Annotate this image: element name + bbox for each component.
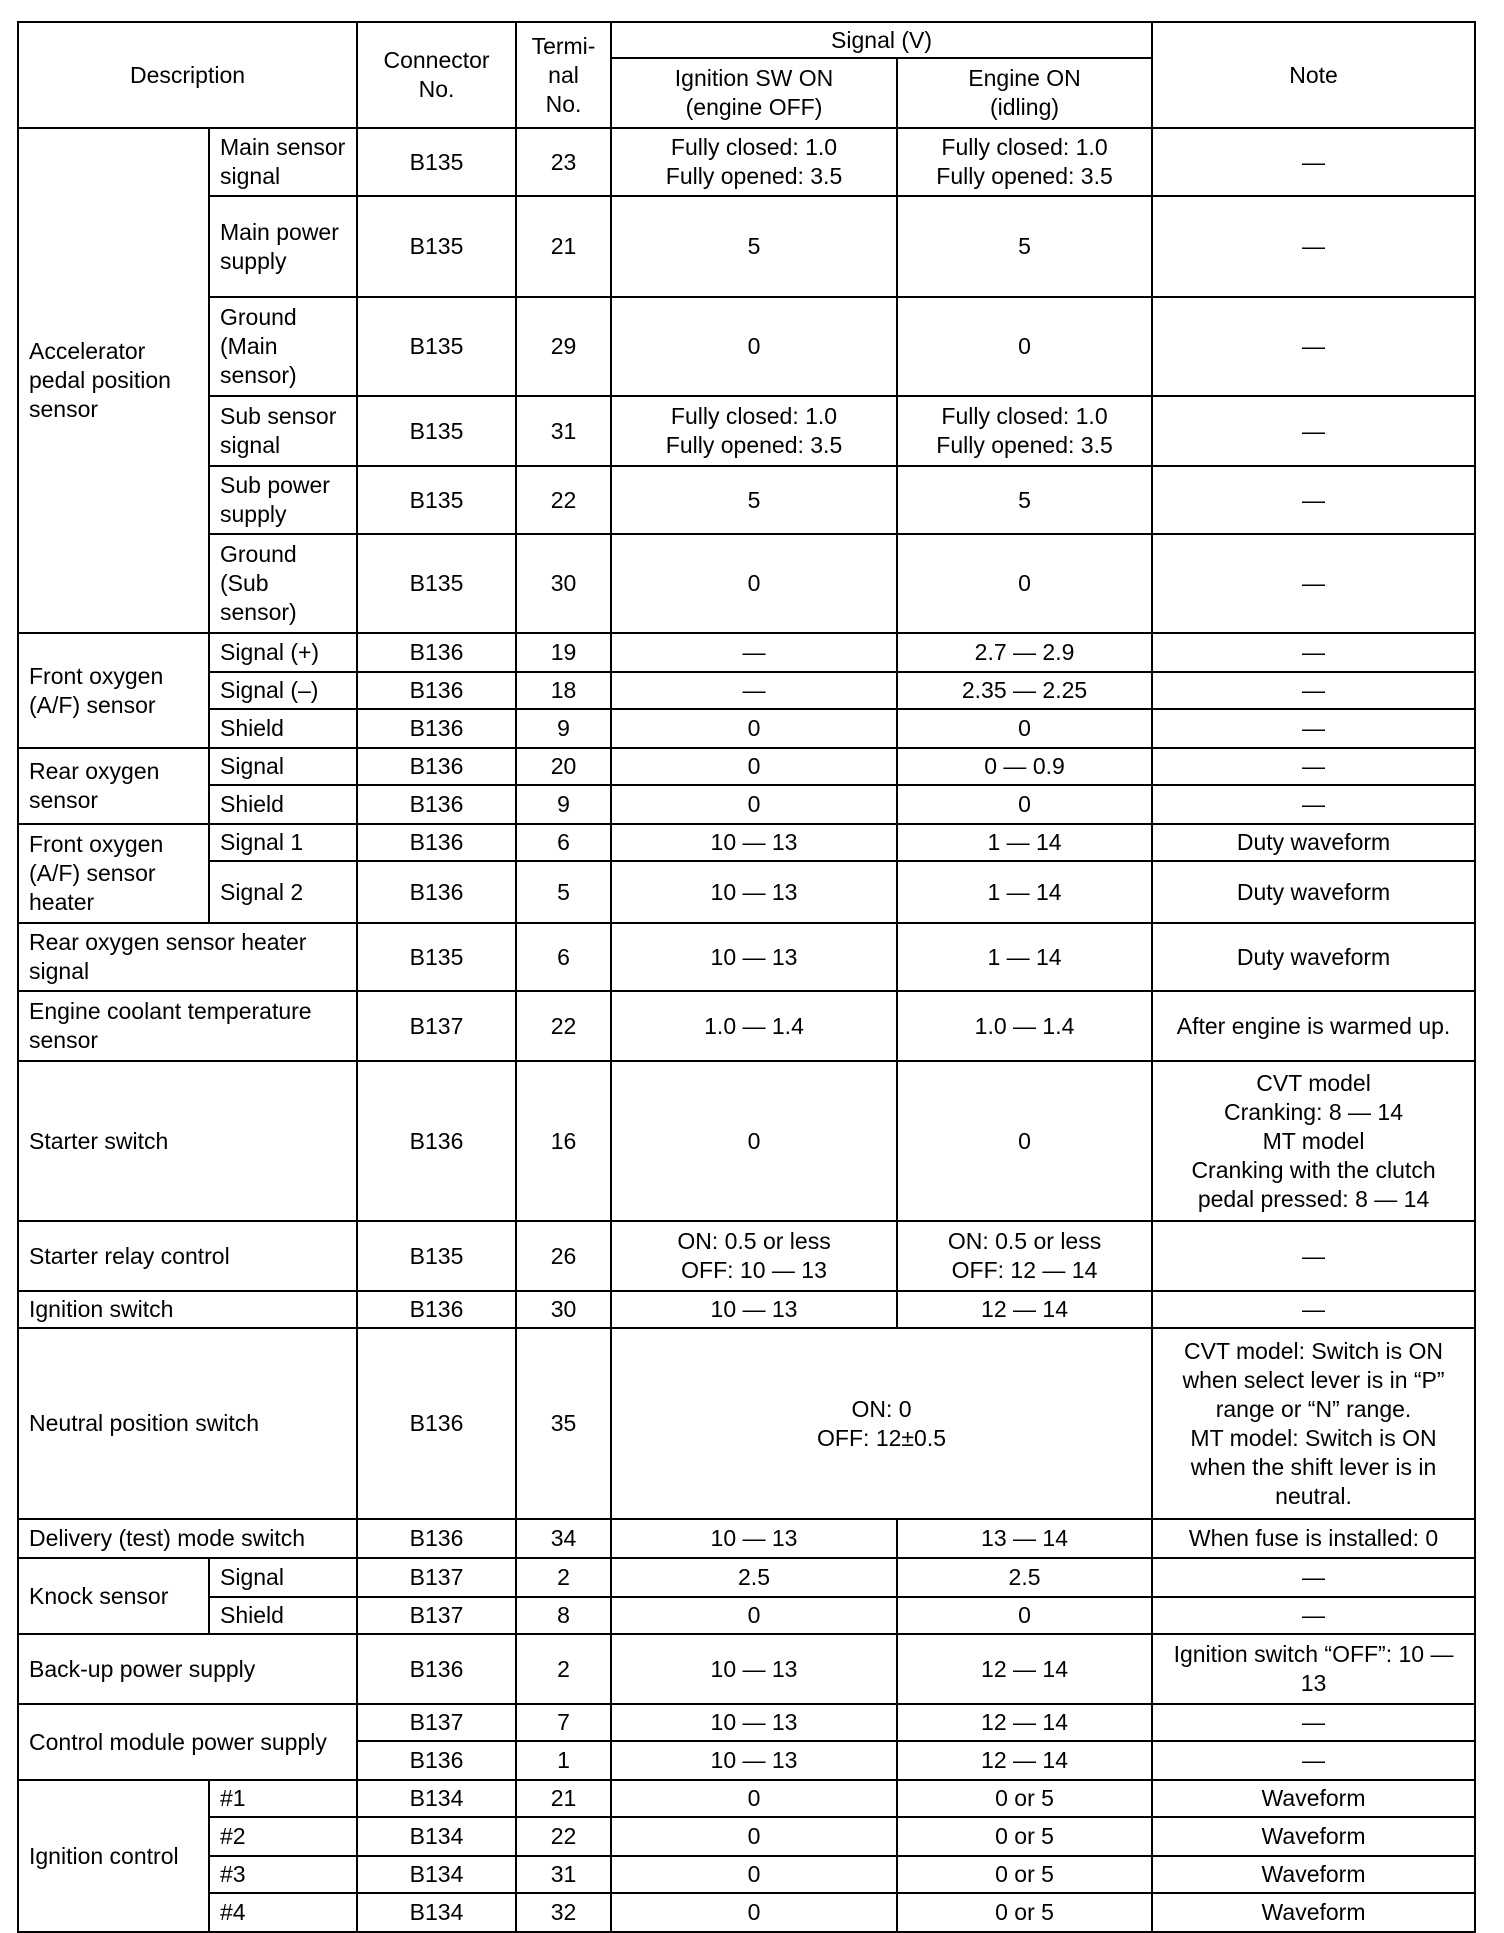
ignition-sw-on-value: 1.0 — 1.4 <box>611 991 897 1061</box>
terminal-no: 35 <box>516 1328 611 1519</box>
terminal-no: 16 <box>516 1061 611 1221</box>
table-row <box>18 196 1475 297</box>
sub-description: #1 <box>209 1780 357 1817</box>
terminal-no: 1 <box>516 1741 611 1780</box>
header-connector: Connector No. <box>357 22 516 128</box>
table-row <box>18 297 1475 396</box>
connector-no: B136 <box>357 1519 516 1558</box>
connector-no: B135 <box>357 923 516 991</box>
terminal-no: 6 <box>516 923 611 991</box>
engine-on-value: 0 <box>897 785 1152 824</box>
connector-no: B134 <box>357 1856 516 1893</box>
terminal-no: 9 <box>516 785 611 824</box>
connector-no: B135 <box>357 396 516 466</box>
table-row <box>18 709 1475 748</box>
sub-description: Signal <box>209 1558 357 1597</box>
terminal-no: 22 <box>516 1817 611 1856</box>
ignition-sw-on-value: 0 <box>611 1856 897 1893</box>
note: — <box>1152 1291 1475 1328</box>
note: Waveform <box>1152 1856 1475 1893</box>
description: Ignition switch <box>18 1291 357 1328</box>
connector-no: B135 <box>357 128 516 196</box>
terminal-no: 30 <box>516 534 611 633</box>
terminal-no: 21 <box>516 1780 611 1817</box>
ignition-sw-on-value: 10 — 13 <box>611 1741 897 1780</box>
note: — <box>1152 396 1475 466</box>
engine-on-value: 1 — 14 <box>897 824 1152 861</box>
header-ignition-sw-on: Ignition SW ON (engine OFF) <box>611 58 897 128</box>
table-row <box>18 1597 1475 1634</box>
sub-description: Ground (Main sensor) <box>209 297 357 396</box>
engine-on-value: 0 — 0.9 <box>897 748 1152 785</box>
description: Delivery (test) mode switch <box>18 1519 357 1558</box>
note: CVT model: Switch is ON when select lever is in “P” range or “N” range. MT model: Switch is ON when the shift lever is in neutral. <box>1152 1328 1475 1519</box>
table-row <box>18 1817 1475 1856</box>
engine-on-value: 2.7 — 2.9 <box>897 633 1152 672</box>
table-row <box>18 534 1475 633</box>
terminal-no: 31 <box>516 396 611 466</box>
connector-no: B136 <box>357 1291 516 1328</box>
terminal-no: 23 <box>516 128 611 196</box>
table-row <box>18 1221 1475 1291</box>
connector-no: B136 <box>357 709 516 748</box>
ignition-sw-on-value: 10 — 13 <box>611 861 897 923</box>
sub-description: Shield <box>209 1597 357 1634</box>
connector-no: B136 <box>357 861 516 923</box>
engine-on-value: 1 — 14 <box>897 923 1152 991</box>
note: — <box>1152 1221 1475 1291</box>
connector-no: B135 <box>357 466 516 534</box>
engine-on-value: 12 — 14 <box>897 1741 1152 1780</box>
sub-description: Signal 2 <box>209 861 357 923</box>
engine-on-value: 0 or 5 <box>897 1893 1152 1932</box>
table-row <box>18 991 1475 1061</box>
note: Duty waveform <box>1152 824 1475 861</box>
engine-on-value: 13 — 14 <box>897 1519 1152 1558</box>
terminal-no: 19 <box>516 633 611 672</box>
signal-table <box>17 21 1476 1933</box>
table-row <box>18 1704 1475 1741</box>
terminal-no: 26 <box>516 1221 611 1291</box>
header-note: Note <box>1152 22 1475 128</box>
ignition-sw-on-value: 10 — 13 <box>611 1634 897 1704</box>
engine-on-value: 0 or 5 <box>897 1856 1152 1893</box>
terminal-no: 6 <box>516 824 611 861</box>
terminal-no: 30 <box>516 1291 611 1328</box>
table-row <box>18 861 1475 923</box>
ignition-sw-on-value: 2.5 <box>611 1558 897 1597</box>
note: Waveform <box>1152 1817 1475 1856</box>
connector-no: B136 <box>357 1741 516 1780</box>
engine-on-value: 0 <box>897 297 1152 396</box>
ignition-sw-on-value: 10 — 13 <box>611 1291 897 1328</box>
note: — <box>1152 672 1475 709</box>
terminal-no: 32 <box>516 1893 611 1932</box>
terminal-no: 2 <box>516 1634 611 1704</box>
table-body <box>18 128 1475 1932</box>
table-row <box>18 633 1475 672</box>
ignition-sw-on-value: — <box>611 672 897 709</box>
note: After engine is warmed up. <box>1152 991 1475 1061</box>
ignition-sw-on-value: ON: 0.5 or less OFF: 10 — 13 <box>611 1221 897 1291</box>
connector-no: B134 <box>357 1893 516 1932</box>
header-terminal: Termi- nal No. <box>516 22 611 128</box>
table-row <box>18 1291 1475 1328</box>
engine-on-value: 0 <box>897 534 1152 633</box>
description: Front oxygen (A/F) sensor <box>18 633 209 748</box>
connector-no: B136 <box>357 785 516 824</box>
note: When fuse is installed: 0 <box>1152 1519 1475 1558</box>
connector-no: B135 <box>357 196 516 297</box>
note: Waveform <box>1152 1780 1475 1817</box>
sub-description: Signal 1 <box>209 824 357 861</box>
note: — <box>1152 1704 1475 1741</box>
connector-no: B136 <box>357 1328 516 1519</box>
engine-on-value: 2.35 — 2.25 <box>897 672 1152 709</box>
ignition-sw-on-value: 5 <box>611 466 897 534</box>
note: — <box>1152 128 1475 196</box>
description: Neutral position switch <box>18 1328 357 1519</box>
table-row <box>18 672 1475 709</box>
note: Duty waveform <box>1152 923 1475 991</box>
connector-no: B137 <box>357 1704 516 1741</box>
ignition-sw-on-value: 0 <box>611 785 897 824</box>
sub-description: Signal (+) <box>209 633 357 672</box>
description: Rear oxygen sensor heater signal <box>18 923 357 991</box>
engine-on-value: 1.0 — 1.4 <box>897 991 1152 1061</box>
sub-description: Shield <box>209 709 357 748</box>
table-row <box>18 396 1475 466</box>
table-row <box>18 1061 1475 1221</box>
sub-description: #2 <box>209 1817 357 1856</box>
note: — <box>1152 297 1475 396</box>
engine-on-value: 0 <box>897 709 1152 748</box>
ignition-sw-on-value: 10 — 13 <box>611 1519 897 1558</box>
ignition-sw-on-value: 0 <box>611 748 897 785</box>
note: — <box>1152 785 1475 824</box>
terminal-no: 18 <box>516 672 611 709</box>
description: Back-up power supply <box>18 1634 357 1704</box>
description: Knock sensor <box>18 1558 209 1634</box>
table-row <box>18 1893 1475 1932</box>
connector-no: B137 <box>357 1558 516 1597</box>
terminal-no: 2 <box>516 1558 611 1597</box>
engine-on-value: 0 <box>897 1597 1152 1634</box>
terminal-no: 31 <box>516 1856 611 1893</box>
note: — <box>1152 196 1475 297</box>
terminal-no: 5 <box>516 861 611 923</box>
note: — <box>1152 1597 1475 1634</box>
table-row <box>18 1780 1475 1817</box>
terminal-no: 8 <box>516 1597 611 1634</box>
note: — <box>1152 1741 1475 1780</box>
ignition-sw-on-value: 0 <box>611 1893 897 1932</box>
note: Waveform <box>1152 1893 1475 1932</box>
description: Ignition control <box>18 1780 209 1932</box>
ignition-sw-on-value: 10 — 13 <box>611 824 897 861</box>
engine-on-value: 5 <box>897 466 1152 534</box>
engine-on-value: 2.5 <box>897 1558 1152 1597</box>
table-row <box>18 923 1475 991</box>
table-row <box>18 1328 1475 1519</box>
sub-description: #3 <box>209 1856 357 1893</box>
engine-on-value: Fully closed: 1.0 Fully opened: 3.5 <box>897 396 1152 466</box>
ignition-sw-on-value: 0 <box>611 1817 897 1856</box>
sub-description: Main sensor signal <box>209 128 357 196</box>
terminal-no: 34 <box>516 1519 611 1558</box>
note: — <box>1152 1558 1475 1597</box>
sub-description: #4 <box>209 1893 357 1932</box>
engine-on-value: 0 or 5 <box>897 1817 1152 1856</box>
table-row <box>18 128 1475 196</box>
engine-on-value: Fully closed: 1.0 Fully opened: 3.5 <box>897 128 1152 196</box>
connector-no: B137 <box>357 991 516 1061</box>
table-row <box>18 1519 1475 1558</box>
engine-on-value: 0 or 5 <box>897 1780 1152 1817</box>
engine-on-value: 12 — 14 <box>897 1634 1152 1704</box>
sub-description: Sub power supply <box>209 466 357 534</box>
description: Accelerator pedal position sensor <box>18 128 209 633</box>
connector-no: B135 <box>357 534 516 633</box>
header-signal: Signal (V) <box>611 22 1152 58</box>
ignition-sw-on-value: 10 — 13 <box>611 923 897 991</box>
table-row <box>18 1558 1475 1597</box>
description: Engine coolant temperature sensor <box>18 991 357 1061</box>
header-description: Description <box>18 22 357 128</box>
terminal-no: 22 <box>516 466 611 534</box>
sub-description: Ground (Sub sensor) <box>209 534 357 633</box>
terminal-no: 29 <box>516 297 611 396</box>
terminal-no: 7 <box>516 1704 611 1741</box>
ignition-sw-on-value: Fully closed: 1.0 Fully opened: 3.5 <box>611 396 897 466</box>
ignition-sw-on-value: 0 <box>611 709 897 748</box>
ignition-sw-on-value: 0 <box>611 534 897 633</box>
header-engine-on: Engine ON (idling) <box>897 58 1152 128</box>
connector-no: B136 <box>357 672 516 709</box>
sub-description: Main power supply <box>209 196 357 297</box>
note: CVT model Cranking: 8 — 14 MT model Cranking with the clutch pedal pressed: 8 — 14 <box>1152 1061 1475 1221</box>
table-row <box>18 824 1475 861</box>
note: — <box>1152 466 1475 534</box>
connector-no: B136 <box>357 1634 516 1704</box>
connector-no: B136 <box>357 824 516 861</box>
description: Control module power supply <box>18 1704 357 1780</box>
ignition-sw-on-value: — <box>611 633 897 672</box>
note: — <box>1152 709 1475 748</box>
connector-no: B135 <box>357 297 516 396</box>
ignition-sw-on-value: 10 — 13 <box>611 1704 897 1741</box>
ignition-sw-on-value: 0 <box>611 1061 897 1221</box>
table-row <box>18 466 1475 534</box>
note: Ignition switch “OFF”: 10 — 13 <box>1152 1634 1475 1704</box>
engine-on-value: 5 <box>897 196 1152 297</box>
connector-no: B137 <box>357 1597 516 1634</box>
connector-no: B135 <box>357 1221 516 1291</box>
sub-description: Signal <box>209 748 357 785</box>
ignition-sw-on-value: 0 <box>611 297 897 396</box>
engine-on-value: 0 <box>897 1061 1152 1221</box>
sub-description: Sub sensor signal <box>209 396 357 466</box>
note: — <box>1152 534 1475 633</box>
table-row <box>18 748 1475 785</box>
terminal-no: 22 <box>516 991 611 1061</box>
ignition-sw-on-value: 0 <box>611 1597 897 1634</box>
connector-no: B136 <box>357 748 516 785</box>
connector-no: B136 <box>357 1061 516 1221</box>
terminal-no: 20 <box>516 748 611 785</box>
note: Duty waveform <box>1152 861 1475 923</box>
description: Front oxygen (A/F) sensor heater <box>18 824 209 923</box>
note: — <box>1152 633 1475 672</box>
engine-on-value: 12 — 14 <box>897 1704 1152 1741</box>
engine-on-value: ON: 0.5 or less OFF: 12 — 14 <box>897 1221 1152 1291</box>
engine-on-value: 12 — 14 <box>897 1291 1152 1328</box>
description: Rear oxygen sensor <box>18 748 209 824</box>
description: Starter relay control <box>18 1221 357 1291</box>
connector-no: B134 <box>357 1817 516 1856</box>
ignition-sw-on-value: 0 <box>611 1780 897 1817</box>
note: — <box>1152 748 1475 785</box>
engine-on-value: 1 — 14 <box>897 861 1152 923</box>
connector-no: B136 <box>357 633 516 672</box>
table-row <box>18 785 1475 824</box>
signal-value: ON: 0 OFF: 12±0.5 <box>611 1328 1152 1519</box>
table-row <box>18 1856 1475 1893</box>
description: Starter switch <box>18 1061 357 1221</box>
table-row <box>18 1634 1475 1704</box>
connector-no: B134 <box>357 1780 516 1817</box>
terminal-no: 9 <box>516 709 611 748</box>
terminal-no: 21 <box>516 196 611 297</box>
ignition-sw-on-value: Fully closed: 1.0 Fully opened: 3.5 <box>611 128 897 196</box>
sub-description: Signal (–) <box>209 672 357 709</box>
ignition-sw-on-value: 5 <box>611 196 897 297</box>
sub-description: Shield <box>209 785 357 824</box>
